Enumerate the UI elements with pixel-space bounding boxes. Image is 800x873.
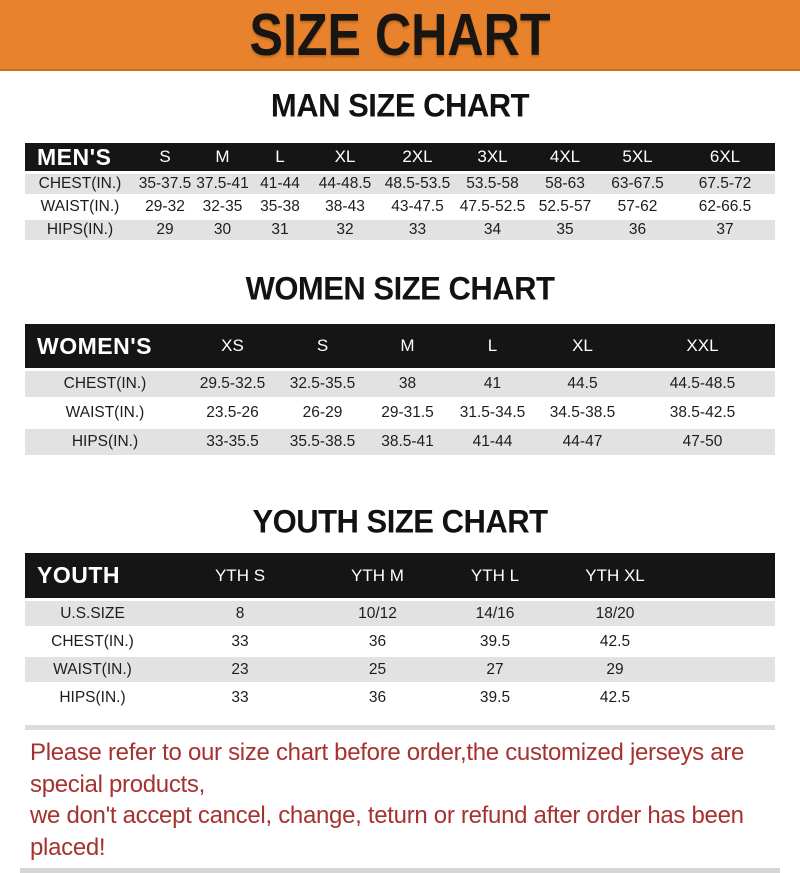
size-value-cell: 29 (135, 220, 195, 240)
size-value-cell: 47-50 (630, 429, 775, 455)
size-column-header: 4XL (530, 143, 600, 171)
size-value-cell: 33 (231, 632, 249, 650)
table-group-label: WOMEN'S (25, 324, 185, 368)
man-size-table (25, 140, 775, 243)
footer-line-1: Please refer to our size chart before order,the customized jerseys are special products, (30, 739, 745, 798)
size-value-cell: 33 (231, 688, 249, 706)
row-label: CHEST(IN.) (25, 371, 185, 397)
banner-title: SIZE CHART (249, 1, 551, 68)
size-value-cell: 44.5-48.5 (630, 371, 775, 397)
size-column-header: XL (535, 324, 630, 368)
size-column-header: S (135, 143, 195, 171)
size-value-cell: 35-37.5 (135, 174, 195, 194)
size-value-cell: 25 (320, 657, 435, 682)
man-size-heading: MAN SIZE CHART (270, 87, 530, 124)
size-value-cell: 32.5-35.5 (280, 371, 365, 397)
row-label: U.S.SIZE (25, 601, 160, 626)
size-column-header: YTH M (320, 553, 435, 598)
size-column-header: 5XL (600, 143, 675, 171)
size-value-cell: 36 (368, 688, 387, 706)
size-value-cell: 35.5-38.5 (280, 429, 365, 455)
table-row (25, 400, 775, 426)
row-filler-cell (675, 601, 775, 626)
row-label: HIPS(IN.) (25, 220, 135, 240)
size-value-cell: 36 (600, 220, 675, 240)
size-value-cell: 31 (250, 220, 310, 240)
size-value-cell: 36 (368, 632, 387, 650)
size-value-cell: 18/20 (555, 601, 675, 626)
header-filler-cell (675, 553, 775, 598)
table-group-label: MEN'S (25, 143, 135, 171)
size-value-cell: 31.5-34.5 (459, 404, 526, 421)
size-value-cell: 29 (555, 657, 675, 682)
table-row (25, 174, 775, 194)
size-column-header: S (280, 324, 365, 368)
bottom-edge-strip (20, 868, 780, 873)
size-value-cell: 38.5-42.5 (669, 404, 736, 421)
size-value-cell: 27 (435, 657, 555, 682)
size-value-cell: 57-62 (617, 198, 658, 215)
size-value-cell: 63-67.5 (600, 174, 675, 194)
size-column-header: YTH S (160, 553, 320, 598)
size-value-cell: 44-48.5 (310, 174, 380, 194)
size-value-cell: 38 (365, 371, 450, 397)
row-label: HIPS(IN.) (25, 429, 185, 455)
man-size-section (0, 88, 800, 243)
size-column-header: YTH XL (555, 553, 675, 598)
size-value-cell: 26-29 (302, 404, 343, 421)
table-row (25, 197, 775, 217)
youth-size-table (25, 550, 775, 713)
table-row (25, 220, 775, 240)
size-value-cell: 67.5-72 (675, 174, 775, 194)
size-value-cell: 29-31.5 (381, 404, 434, 421)
size-column-header: YTH L (435, 553, 555, 598)
size-header-row (25, 324, 775, 368)
size-column-header: M (195, 143, 250, 171)
size-value-cell: 62-66.5 (698, 198, 752, 215)
size-header-row (25, 553, 775, 598)
size-value-cell: 29-32 (145, 198, 185, 215)
women-size-heading: WOMEN SIZE CHART (245, 270, 555, 307)
size-value-cell: 29.5-32.5 (185, 371, 280, 397)
row-label: WAIST(IN.) (65, 404, 145, 421)
size-column-header: L (250, 143, 310, 171)
size-value-cell: 47.5-52.5 (459, 198, 526, 215)
size-value-cell: 53.5-58 (455, 174, 530, 194)
size-value-cell: 10/12 (320, 601, 435, 626)
size-value-cell: 42.5 (599, 632, 631, 650)
women-size-table (25, 321, 775, 458)
table-row (25, 629, 775, 654)
size-column-header: XL (310, 143, 380, 171)
size-value-cell: 32 (310, 220, 380, 240)
size-value-cell: 23.5-26 (206, 404, 259, 421)
size-column-header: 3XL (455, 143, 530, 171)
size-value-cell: 32-35 (202, 198, 243, 215)
table-row (25, 685, 775, 710)
size-value-cell: 42.5 (599, 688, 631, 706)
size-column-header: L (450, 324, 535, 368)
table-row (25, 371, 775, 397)
size-value-cell: 35-38 (260, 198, 300, 215)
youth-size-section (0, 504, 800, 713)
footer-note (0, 737, 800, 863)
size-value-cell: 30 (195, 220, 250, 240)
size-column-header: XXL (630, 324, 775, 368)
footer-line-2: we don't accept cancel, change, teturn or refund after order has been placed! (30, 802, 744, 861)
row-filler-cell (675, 657, 775, 682)
size-value-cell: 34.5-38.5 (549, 404, 616, 421)
size-value-cell: 58-63 (530, 174, 600, 194)
size-value-cell: 43-47.5 (391, 198, 444, 215)
row-label: WAIST(IN.) (40, 198, 120, 215)
size-value-cell: 41-44 (450, 429, 535, 455)
table-bottom-divider (25, 725, 775, 730)
size-column-header: 6XL (675, 143, 775, 171)
youth-size-heading: YOUTH SIZE CHART (252, 503, 548, 540)
size-value-cell: 14/16 (435, 601, 555, 626)
size-column-header: XS (185, 324, 280, 368)
size-value-cell: 39.5 (479, 632, 511, 650)
size-value-cell: 34 (455, 220, 530, 240)
size-chart-banner (0, 0, 800, 71)
size-value-cell: 52.5-57 (538, 198, 592, 215)
row-label: CHEST(IN.) (25, 174, 135, 194)
size-value-cell: 23 (160, 657, 320, 682)
size-column-header: M (365, 324, 450, 368)
size-value-cell: 48.5-53.5 (380, 174, 455, 194)
row-filler-cell (675, 629, 775, 654)
table-row (25, 601, 775, 626)
row-label: WAIST(IN.) (25, 657, 160, 682)
size-value-cell: 33 (380, 220, 455, 240)
size-value-cell: 41-44 (250, 174, 310, 194)
size-value-cell: 44.5 (535, 371, 630, 397)
table-group-label: YOUTH (25, 553, 160, 598)
size-value-cell: 8 (160, 601, 320, 626)
size-value-cell: 38-43 (325, 198, 365, 215)
row-filler-cell (675, 685, 775, 710)
table-row (25, 657, 775, 682)
size-value-cell: 44-47 (535, 429, 630, 455)
size-value-cell: 35 (530, 220, 600, 240)
women-size-section (0, 271, 800, 458)
size-value-cell: 39.5 (479, 688, 511, 706)
table-row (25, 429, 775, 455)
size-value-cell: 37 (675, 220, 775, 240)
row-label: CHEST(IN.) (51, 632, 134, 650)
size-value-cell: 38.5-41 (365, 429, 450, 455)
size-value-cell: 37.5-41 (196, 175, 249, 192)
size-header-row (25, 143, 775, 171)
size-column-header: 2XL (380, 143, 455, 171)
size-value-cell: 41 (450, 371, 535, 397)
row-label: HIPS(IN.) (59, 688, 126, 706)
size-value-cell: 33-35.5 (185, 429, 280, 455)
